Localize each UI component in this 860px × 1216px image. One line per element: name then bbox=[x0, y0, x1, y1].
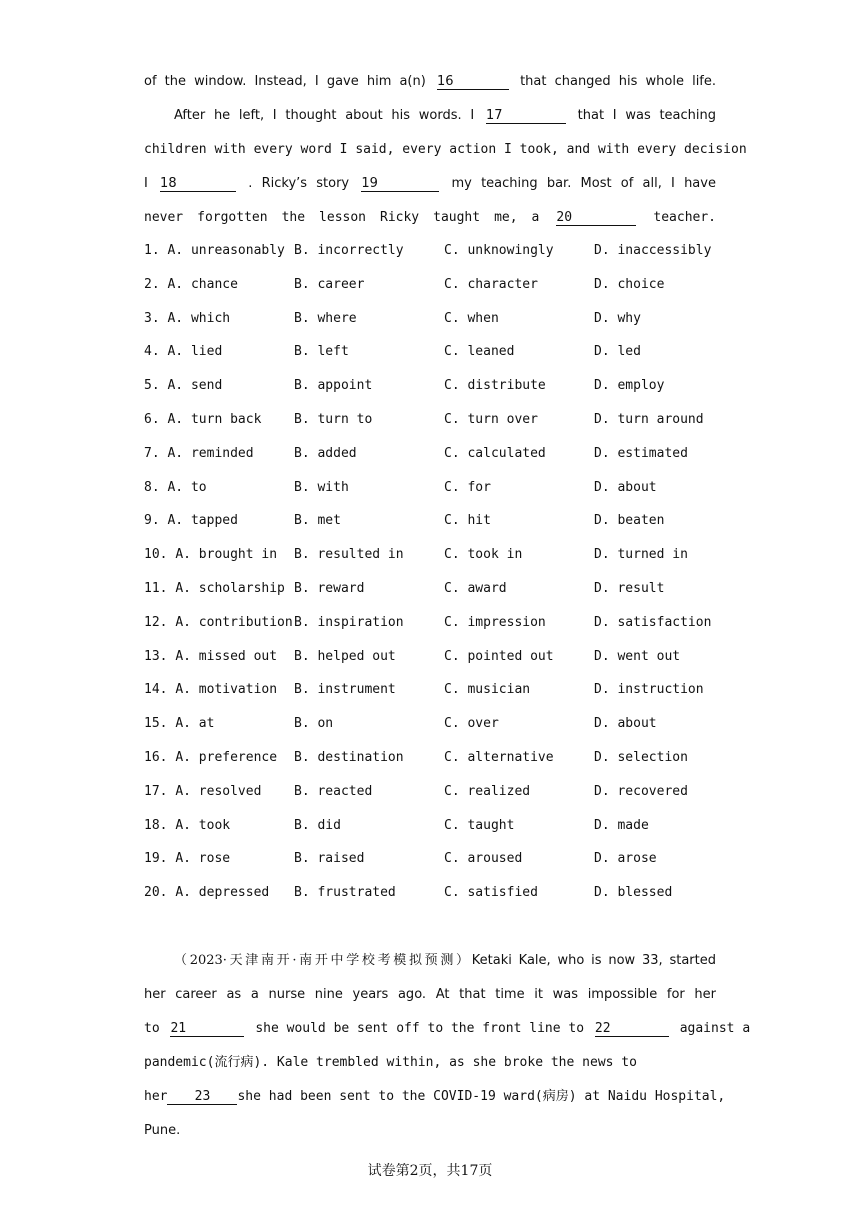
option-a: A. scholarship bbox=[175, 581, 285, 596]
option-b: B. reward bbox=[294, 581, 365, 596]
question-row bbox=[144, 849, 744, 869]
option-c: C. calculated bbox=[444, 446, 546, 461]
option-d: D. turned in bbox=[594, 547, 688, 562]
option-b: B. on bbox=[294, 716, 334, 731]
answer-blank-19: 19 bbox=[361, 176, 439, 192]
option-a: A. at bbox=[175, 716, 215, 731]
option-c: C. award bbox=[444, 581, 507, 596]
passage2-line5: her 23 she had been sent to the COVID-19 ward(病房) at Naidu Hospital, bbox=[144, 1089, 726, 1104]
answer-blank-18: 18 bbox=[160, 176, 236, 192]
question-row bbox=[144, 410, 744, 430]
question-number: 19. bbox=[144, 851, 168, 866]
option-b: B. reacted bbox=[294, 784, 373, 799]
answer-blank-20: 20 bbox=[556, 210, 636, 226]
question-row bbox=[144, 748, 744, 768]
option-a: A. unreasonably bbox=[167, 243, 285, 258]
passage1-line3: children with every word I said, every action I took, and with every decision bbox=[144, 142, 747, 157]
option-b: B. incorrectly bbox=[294, 243, 404, 258]
question-row bbox=[144, 275, 744, 295]
question-number-and-option-a bbox=[144, 309, 230, 329]
question-number-and-option-a bbox=[144, 849, 230, 869]
option-b: B. turn to bbox=[294, 412, 373, 427]
question-number: 7. bbox=[144, 446, 160, 461]
question-number: 8. bbox=[144, 480, 160, 495]
question-number-and-option-a bbox=[144, 883, 269, 903]
option-d: D. employ bbox=[594, 378, 665, 393]
option-d: D. turn around bbox=[594, 412, 704, 427]
question-row bbox=[144, 680, 744, 700]
option-d: D. estimated bbox=[594, 446, 688, 461]
option-a: A. to bbox=[167, 480, 207, 495]
option-b: B. raised bbox=[294, 851, 365, 866]
option-a: A. send bbox=[167, 378, 223, 393]
answer-blank-21: 21 bbox=[170, 1021, 244, 1037]
option-d: D. selection bbox=[594, 750, 688, 765]
option-a: A. chance bbox=[167, 277, 238, 292]
question-number: 14. bbox=[144, 682, 168, 697]
question-number-and-option-a bbox=[144, 444, 254, 464]
question-number: 20. bbox=[144, 885, 168, 900]
page-footer: 试卷第2页，共17页 bbox=[367, 1163, 493, 1179]
option-a: A. which bbox=[167, 311, 231, 326]
question-row bbox=[144, 376, 744, 396]
option-c: C. over bbox=[444, 716, 499, 731]
option-c: C. for bbox=[444, 480, 491, 495]
option-d: D. arose bbox=[594, 851, 657, 866]
option-a: A. missed out bbox=[175, 649, 278, 664]
option-c: C. pointed out bbox=[444, 649, 554, 664]
option-c: C. aroused bbox=[444, 851, 523, 866]
question-number-and-option-a bbox=[144, 410, 261, 430]
question-number-and-option-a bbox=[144, 241, 285, 261]
option-d: D. inaccessibly bbox=[594, 243, 712, 258]
question-row bbox=[144, 782, 744, 802]
question-number-and-option-a bbox=[144, 613, 293, 633]
question-number: 10. bbox=[144, 547, 168, 562]
option-d: D. about bbox=[594, 480, 657, 495]
option-d: D. satisfaction bbox=[594, 615, 712, 630]
option-c: C. character bbox=[444, 277, 538, 292]
passage1-line5: never forgotten the lesson Ricky taught me, a 20 teacher. bbox=[144, 210, 717, 225]
option-b: B. left bbox=[294, 344, 349, 359]
option-b: B. met bbox=[294, 513, 341, 528]
option-d: D. blessed bbox=[594, 885, 673, 900]
question-number: 13. bbox=[144, 649, 168, 664]
question-number-and-option-a bbox=[144, 647, 277, 667]
option-d: D. instruction bbox=[594, 682, 704, 697]
question-number: 18. bbox=[144, 818, 168, 833]
option-c: C. hit bbox=[444, 513, 491, 528]
question-row bbox=[144, 545, 744, 565]
source-citation: （2023·天津南开·南开中学校考模拟预测） bbox=[174, 953, 472, 968]
question-number-and-option-a bbox=[144, 748, 277, 768]
option-d: D. recovered bbox=[594, 784, 688, 799]
passage1-line2: After he left, I thought about his words. I 17 that I was teaching bbox=[174, 108, 716, 123]
option-c: C. realized bbox=[444, 784, 531, 799]
question-number-and-option-a bbox=[144, 478, 207, 498]
answer-blank-23: 23 bbox=[167, 1089, 237, 1105]
question-number-and-option-a bbox=[144, 376, 222, 396]
question-number-and-option-a bbox=[144, 816, 230, 836]
option-b: B. appoint bbox=[294, 378, 373, 393]
question-number: 11. bbox=[144, 581, 168, 596]
option-b: B. career bbox=[294, 277, 365, 292]
option-b: B. resulted in bbox=[294, 547, 404, 562]
option-b: B. helped out bbox=[294, 649, 396, 664]
passage1-line1: of the window. Instead, I gave him a(n) 16 that changed his whole life. bbox=[144, 74, 717, 89]
option-d: D. went out bbox=[594, 649, 681, 664]
option-b: B. did bbox=[294, 818, 341, 833]
answer-blank-22: 22 bbox=[595, 1021, 669, 1037]
option-c: C. distribute bbox=[444, 378, 546, 393]
option-d: D. result bbox=[594, 581, 665, 596]
option-a: A. contribution bbox=[175, 615, 293, 630]
option-a: A. reminded bbox=[167, 446, 254, 461]
question-row bbox=[144, 511, 744, 531]
question-row bbox=[144, 816, 744, 836]
option-d: D. why bbox=[594, 311, 641, 326]
question-number-and-option-a bbox=[144, 714, 214, 734]
option-d: D. about bbox=[594, 716, 657, 731]
option-a: A. depressed bbox=[175, 885, 270, 900]
question-number: 12. bbox=[144, 615, 168, 630]
question-row bbox=[144, 613, 744, 633]
option-a: A. brought in bbox=[175, 547, 278, 562]
question-number: 4. bbox=[144, 344, 160, 359]
option-b: B. destination bbox=[294, 750, 404, 765]
question-number: 9. bbox=[144, 513, 160, 528]
option-a: A. motivation bbox=[175, 682, 278, 697]
question-number-and-option-a bbox=[144, 511, 238, 531]
option-c: C. alternative bbox=[444, 750, 554, 765]
option-c: C. turn over bbox=[444, 412, 538, 427]
option-a: A. lied bbox=[167, 344, 223, 359]
question-number: 15. bbox=[144, 716, 168, 731]
question-number-and-option-a bbox=[144, 579, 285, 599]
question-row bbox=[144, 241, 744, 261]
option-c: C. when bbox=[444, 311, 499, 326]
option-a: A. resolved bbox=[175, 784, 262, 799]
question-row bbox=[144, 342, 744, 362]
passage1-line4: I 18 . Ricky’s story 19 my teaching bar. Most of all, I have bbox=[144, 176, 716, 191]
option-a: A. took bbox=[175, 818, 231, 833]
passage2-line3: to 21 she would be sent off to the front line to 22 against a bbox=[144, 1021, 751, 1036]
question-number-and-option-a bbox=[144, 342, 222, 362]
question-number: 16. bbox=[144, 750, 168, 765]
option-d: D. beaten bbox=[594, 513, 665, 528]
question-number: 2. bbox=[144, 277, 160, 292]
option-b: B. inspiration bbox=[294, 615, 404, 630]
question-number-and-option-a bbox=[144, 782, 261, 802]
question-number: 1. bbox=[144, 243, 160, 258]
option-c: C. satisfied bbox=[444, 885, 538, 900]
question-number-and-option-a bbox=[144, 545, 277, 565]
option-a: A. tapped bbox=[167, 513, 238, 528]
option-c: C. unknowingly bbox=[444, 243, 554, 258]
question-row bbox=[144, 647, 744, 667]
passage2-line6: Pune. bbox=[144, 1123, 181, 1138]
answer-blank-17: 17 bbox=[486, 108, 566, 124]
option-a: A. turn back bbox=[167, 412, 262, 427]
option-d: D. made bbox=[594, 818, 649, 833]
question-number: 6. bbox=[144, 412, 160, 427]
question-row bbox=[144, 444, 744, 464]
answer-blank-16: 16 bbox=[437, 74, 509, 90]
option-b: B. where bbox=[294, 311, 357, 326]
option-c: C. taught bbox=[444, 818, 515, 833]
option-c: C. impression bbox=[444, 615, 546, 630]
option-b: B. added bbox=[294, 446, 357, 461]
question-number: 3. bbox=[144, 311, 160, 326]
question-row bbox=[144, 714, 744, 734]
passage2-line4: pandemic(流行病). Kale trembled within, as she broke the news to bbox=[144, 1055, 637, 1070]
option-d: D. led bbox=[594, 344, 641, 359]
passage2-line1: （2023·天津南开·南开中学校考模拟预测）Ketaki Kale, who is now 33, started bbox=[174, 953, 716, 968]
option-c: C. took in bbox=[444, 547, 523, 562]
question-row bbox=[144, 883, 744, 903]
option-b: B. frustrated bbox=[294, 885, 396, 900]
option-a: A. preference bbox=[175, 750, 278, 765]
question-row bbox=[144, 579, 744, 599]
question-row bbox=[144, 478, 744, 498]
question-number-and-option-a bbox=[144, 275, 238, 295]
question-number: 17. bbox=[144, 784, 168, 799]
question-number-and-option-a bbox=[144, 680, 277, 700]
option-b: B. with bbox=[294, 480, 349, 495]
option-c: C. musician bbox=[444, 682, 531, 697]
option-d: D. choice bbox=[594, 277, 665, 292]
question-row bbox=[144, 309, 744, 329]
question-number: 5. bbox=[144, 378, 160, 393]
option-a: A. rose bbox=[175, 851, 231, 866]
option-b: B. instrument bbox=[294, 682, 396, 697]
passage2-line2: her career as a nurse nine years ago. At that time it was impossible for her bbox=[144, 987, 716, 1002]
option-c: C. leaned bbox=[444, 344, 515, 359]
